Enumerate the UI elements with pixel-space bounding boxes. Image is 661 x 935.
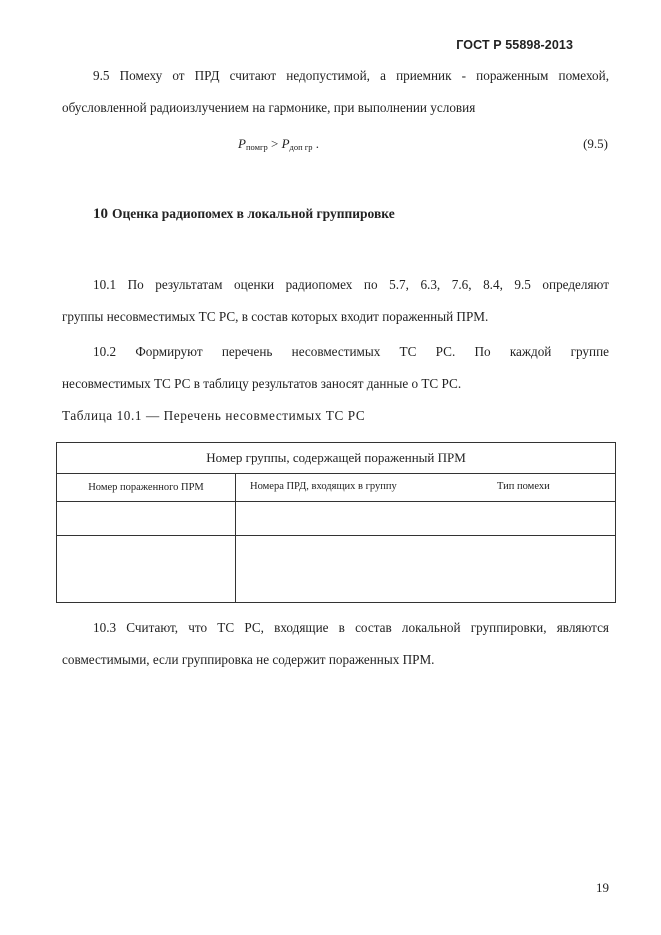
paragraph-10-2-line-1: 10.2 Формируют перечень несовместимых ТС РС. По каждой группе <box>93 344 609 359</box>
paragraph-10-2-line-2: несовместимых ТС РС в таблицу результатов заносят данные о ТС РС. <box>62 376 462 391</box>
paragraph-10-3-line-1: 10.3 Считают, что ТС РС, входящие в состав локальной группировки, являются <box>93 620 609 635</box>
paragraph-9-5 <box>62 60 609 124</box>
table-row <box>57 536 616 603</box>
page-number: 19 <box>596 880 609 895</box>
paragraph-10-1 <box>62 269 609 333</box>
section-title: Оценка радиопомех в локальной группировке <box>112 206 395 221</box>
formula-symbol-p2: P <box>281 136 290 151</box>
table-column-header-interference-type: Тип помехи <box>497 481 550 492</box>
paragraph-9-5-line-2: обусловленной радиоизлучением на гармонике, при выполнении условия <box>62 100 476 115</box>
table-caption: Таблица 10.1 — Перечень несовместимых ТС РС <box>62 408 366 423</box>
table-group-header: Номер группы, содержащей пораженный ПРМ <box>57 443 616 474</box>
table-row <box>57 502 616 536</box>
table-column-headers-right <box>236 474 616 502</box>
formula-subscript-2: доп гр <box>289 142 313 152</box>
table-cell <box>57 536 236 603</box>
standard-code-header: ГОСТ Р 55898-2013 <box>456 38 573 52</box>
section-10-heading <box>93 206 395 223</box>
paragraph-10-3 <box>62 612 609 676</box>
table-cell <box>236 502 616 536</box>
formula-tail: . <box>312 136 320 151</box>
table-column-header-transmitters: Номера ПРД, входящих в группу <box>250 481 397 492</box>
paragraph-9-5-line-1: 9.5 Помеху от ПРД считают недопустимой, а приемник - пораженным помехой, <box>93 68 609 83</box>
formula-subscript-1: помгр <box>245 142 268 152</box>
formula-symbol-p1: P <box>238 136 246 151</box>
formula-9-5 <box>238 136 319 152</box>
table-cell <box>57 502 236 536</box>
table-cell <box>236 536 616 603</box>
paragraph-10-1-line-2: группы несовместимых ТС РС, в состав которых входит пораженный ПРМ. <box>62 309 489 324</box>
formula-operator: > <box>267 136 282 151</box>
incompatible-rs-table <box>56 442 616 603</box>
formula-number: (9.5) <box>583 136 608 151</box>
paragraph-10-2 <box>62 336 609 400</box>
section-number: 10 <box>93 206 108 222</box>
paragraph-10-1-line-1: 10.1 По результатам оценки радиопомех по 5.7, 6.3, 7.6, 8.4, 9.5 определяют <box>93 277 609 292</box>
paragraph-10-3-line-2: совместимыми, если группировка не содержит пораженных ПРМ. <box>62 652 435 667</box>
table-column-header-affected-receiver: Номер пораженного ПРМ <box>57 474 236 502</box>
